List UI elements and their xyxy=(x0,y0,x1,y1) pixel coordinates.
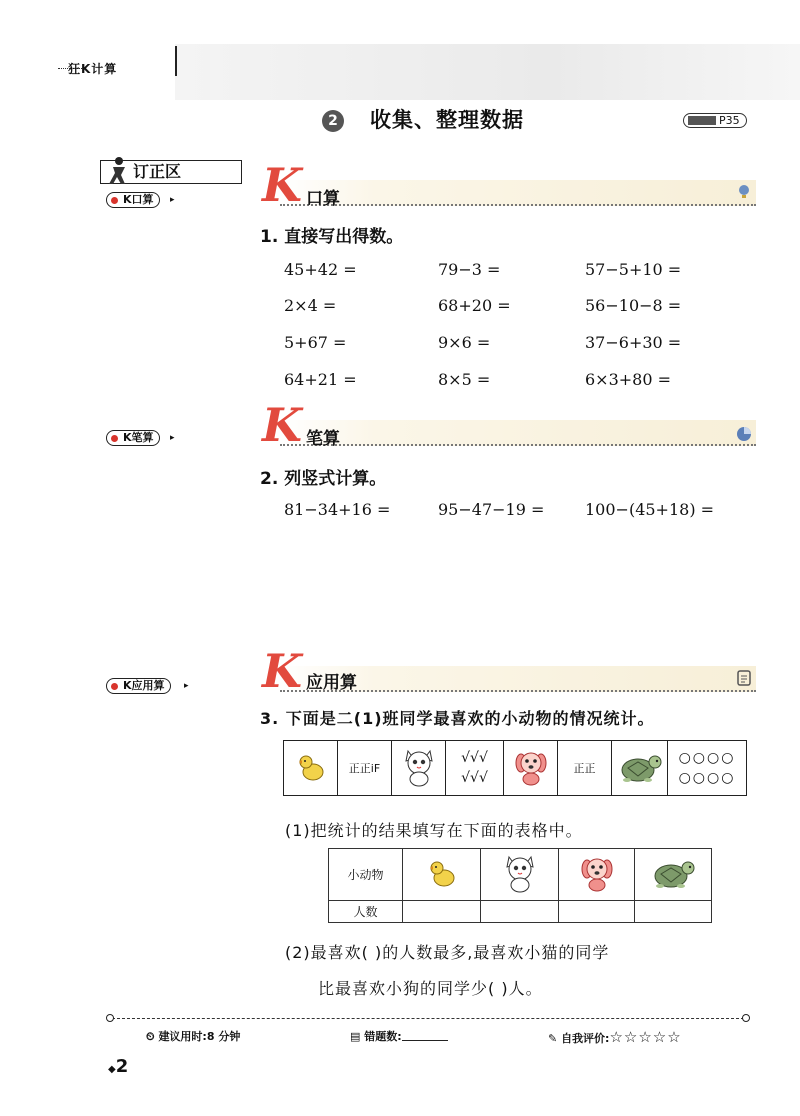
count-cat-cell xyxy=(481,849,559,901)
lightbulb-icon xyxy=(736,184,752,200)
footer-dot-left xyxy=(106,1014,114,1022)
brand-logo: 狂K计算 xyxy=(68,62,118,76)
count-chick-cell xyxy=(403,849,481,901)
count-input-chick[interactable] xyxy=(403,901,481,923)
arrow-right-icon: ▸ xyxy=(170,433,175,443)
expression: 9×6 = xyxy=(438,333,491,352)
expression: 95−47−19 = xyxy=(438,500,545,519)
question-2: 2. 列竖式计算。 xyxy=(260,469,387,489)
expression: 5+67 = xyxy=(284,333,347,352)
cat-cell xyxy=(392,741,446,796)
expression: 100−(45+18) = xyxy=(585,500,715,519)
rating-stars[interactable]: ☆☆☆☆☆ xyxy=(609,1028,682,1046)
footer-errors-text: 错题数: xyxy=(364,1030,402,1043)
notebook-icon: ▤ xyxy=(350,1030,361,1043)
section-title-applied: 应用算 xyxy=(306,673,357,693)
chick-icon xyxy=(427,856,457,890)
section-band-mental xyxy=(280,180,756,206)
expression: 81−34+16 = xyxy=(284,500,391,519)
tag-written-label: K笔算 xyxy=(123,431,154,444)
expression: 8×5 = xyxy=(438,370,491,389)
footer-dot-right xyxy=(742,1014,750,1022)
count-turtle-cell xyxy=(635,849,712,901)
chick-icon xyxy=(296,750,326,784)
clock-icon: ⏲ xyxy=(146,1030,155,1043)
correction-area xyxy=(100,160,242,184)
count-input-cat[interactable] xyxy=(481,901,559,923)
footer-errors xyxy=(350,1028,448,1044)
section-title-written: 笔算 xyxy=(306,429,340,449)
correction-area-label: 订正区 xyxy=(133,162,182,181)
expression: 37−6+30 = xyxy=(585,333,682,352)
cat-icon xyxy=(402,747,436,787)
footer-self-eval xyxy=(548,1028,682,1046)
count-input-dog[interactable] xyxy=(559,901,635,923)
sub-question-1: (1)把统计的结果填写在下面的表格中。 xyxy=(285,821,583,840)
sub-question-2-line-1: (2)最喜欢( )的人数最多,最喜欢小猫的同学 xyxy=(285,943,610,962)
sub-question-2-line-2: 比最喜欢小狗的同学少( )人。 xyxy=(318,979,543,998)
footer-time xyxy=(146,1028,240,1044)
dog-icon xyxy=(580,853,614,893)
header-count: 人数 xyxy=(329,901,403,923)
k-logo-icon: K xyxy=(262,398,302,452)
chick-cell xyxy=(284,741,338,796)
arrow-right-icon: ▸ xyxy=(170,195,175,205)
expression: 6×3+80 = xyxy=(585,370,672,389)
header-animal: 小动物 xyxy=(329,849,403,901)
turtle-icon xyxy=(651,856,695,890)
tally-table xyxy=(283,740,747,796)
k-logo-icon: K xyxy=(262,644,302,698)
count-dog-cell xyxy=(559,849,635,901)
cat-tally-bottom: √√√ xyxy=(461,770,488,786)
page-reference-text: P35 xyxy=(719,114,740,127)
diamond-icon: ◆ xyxy=(108,1064,116,1075)
turtle-cell xyxy=(612,741,668,796)
dog-cell xyxy=(504,741,558,796)
dog-tally: 正正 xyxy=(558,741,612,796)
expression: 64+21 = xyxy=(284,370,357,389)
turtle-tally-top: ○○○○ xyxy=(678,750,736,766)
footer-time-text: 建议用时:8 分钟 xyxy=(158,1030,241,1043)
expression: 56−10−8 = xyxy=(585,296,682,315)
turtle-icon xyxy=(618,750,662,784)
footer-divider xyxy=(112,1018,744,1019)
header-divider xyxy=(175,46,177,76)
pie-icon xyxy=(736,426,752,442)
expression: 45+42 = xyxy=(284,260,357,279)
chapter-title: 收集、整理数据 xyxy=(370,108,524,132)
cat-tally xyxy=(446,741,504,796)
book-icon xyxy=(688,116,716,125)
arrow-right-icon: ▸ xyxy=(184,681,189,691)
errors-blank[interactable] xyxy=(402,1031,448,1041)
expression: 68+20 = xyxy=(438,296,511,315)
question-3: 3. 下面是二(1)班同学最喜欢的小动物的情况统计。 xyxy=(260,709,655,728)
tag-mental-label: K口算 xyxy=(123,193,154,206)
expression: 57−5+10 = xyxy=(585,260,682,279)
edit-icon: ✎ xyxy=(548,1032,558,1045)
expression: 2×4 = xyxy=(284,296,337,315)
page-number xyxy=(108,1056,128,1077)
tag-written xyxy=(106,430,160,446)
chapter-number: 2 xyxy=(322,110,344,132)
header-banner xyxy=(175,44,800,100)
count-table xyxy=(328,848,712,923)
count-input-turtle[interactable] xyxy=(635,901,712,923)
section-title-mental: 口算 xyxy=(306,189,340,209)
expression: 79−3 = xyxy=(438,260,501,279)
footer-self-eval-text: 自我评价: xyxy=(561,1032,610,1045)
figure-icon xyxy=(107,155,129,185)
turtle-tally-bottom: ○○○○ xyxy=(678,770,736,786)
page-reference xyxy=(683,113,747,128)
cat-tally-top: √√√ xyxy=(461,750,488,766)
question-1: 1. 直接写出得数。 xyxy=(260,227,404,247)
tag-applied xyxy=(106,678,171,694)
turtle-tally xyxy=(668,741,747,796)
section-band-written xyxy=(280,420,756,446)
document-icon xyxy=(736,670,752,686)
chick-tally: 正正iF xyxy=(338,741,392,796)
dog-icon xyxy=(514,747,548,787)
k-logo-icon: K xyxy=(262,158,302,212)
page-number-text: 2 xyxy=(115,1056,129,1077)
tag-mental xyxy=(106,192,160,208)
cat-icon xyxy=(503,853,537,893)
tag-applied-label: K应用算 xyxy=(123,679,165,692)
